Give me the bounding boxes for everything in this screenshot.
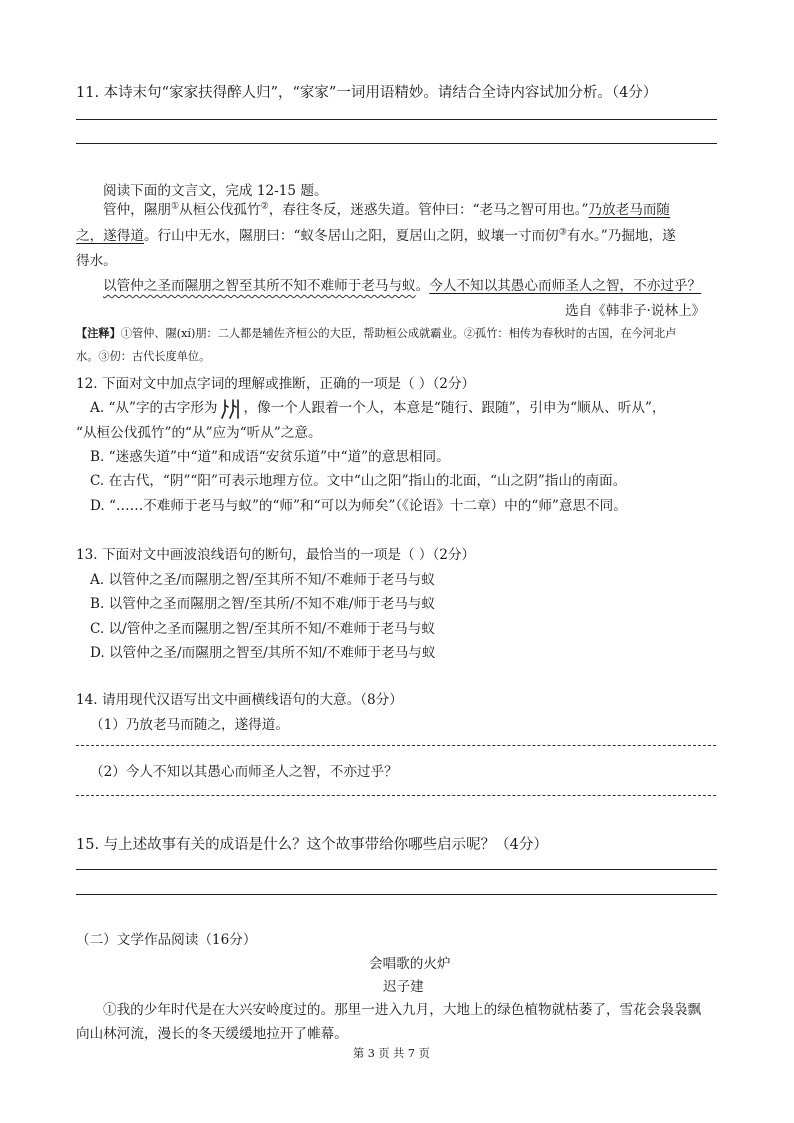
footnote-marker: ② [260, 201, 269, 212]
question-13: 13. 下面对文中画波浪线语句的断句，最恰当的一项是（ ）（2分） [76, 547, 476, 563]
option-13d: D. 以管仲之圣/而隰朋之智至/其所不知/不难师于老马与蚁 [90, 645, 436, 661]
passage-text: 有水。”乃掘地，遂 [566, 228, 676, 244]
option-12d: D. “……不难师于老马与蚁”的“师”和“可以为师矣”（《论语》十二章）中的“师”意思不同。 [90, 498, 627, 514]
wavy-underlined-sentence: 以管仲之圣而隰朋之智至其所不知不难师于老马与蚁 [103, 278, 416, 294]
option-13b: B. 以管仲之圣而隰朋之智/至其所/不知不难/师于老马与蚁 [90, 596, 436, 612]
ancient-cong-glyph-icon [221, 398, 241, 420]
passage-source: 选自《韩非子·说林上》 [565, 303, 706, 319]
passage-text: 。行山中无水，隰朋曰：“蚁冬居山之阳，夏居山之阴，蚁壤一寸而仞 [143, 228, 559, 244]
article-author: 迟子建 [383, 979, 424, 995]
passage-text: ，春往冬反，迷惑失道。管仲曰：“老马之智可用也。” [268, 202, 589, 218]
question-12: 12. 下面对文中加点字词的理解或推断，正确的一项是（ ）（2分） [76, 376, 476, 392]
option-13a: A. 以管仲之圣/而隰朋之智/至其所不知/不难师于老马与蚁 [90, 572, 435, 588]
option-12b: B. “迷惑失道”中“道”和成语“安贫乐道”中“道”的意思相同。 [90, 449, 450, 465]
passage-text: 管仲，隰朋 [103, 202, 171, 218]
option-12a-continued: “从桓公伐孤竹”的“从”应为“听从”之意。 [76, 425, 322, 441]
passage-line-2 [76, 224, 676, 244]
answer-line [76, 119, 717, 120]
annotation-text: ①管仲、隰(xí)朋：二人都是辅佐齐桓公的大臣，帮助桓公成就霸业。②孤竹：相传为春秋时的古国，在今河北卢 [120, 327, 677, 340]
annotation-line-2: 水。③仞：古代长度单位。 [76, 350, 211, 363]
option-13c: C. 以/管仲之圣而隰朋之智/至其所不知/不难师于老马与蚁 [90, 621, 435, 637]
annotation-line-1 [76, 325, 676, 341]
article-paragraph-1: ①我的少年时代是在大兴安岭度过的。那里一进入九月，大地上的绿色植物就枯萎了，雪花会袅袅飘 [103, 1002, 702, 1018]
passage-line-3: 得水。 [76, 253, 117, 269]
article-title: 会唱歌的火炉 [369, 956, 451, 972]
option-text: ，像一个人跟着一个人，本意是“随行、跟随”，引申为“顺从、听从”， [243, 400, 666, 416]
answer-line [76, 795, 716, 796]
question-14: 14. 请用现代汉语写出文中画横线语句的大意。（8分） [76, 692, 403, 708]
passage-text: 从桓公伐孤竹 [179, 202, 261, 218]
passage-line-1 [103, 198, 670, 218]
underlined-sentence: 之，遂得道 [76, 228, 144, 244]
article-paragraph-1-continued: 向山林河流，漫长的冬天缓缓地拉开了帷幕。 [76, 1026, 348, 1042]
answer-line [76, 894, 717, 895]
question-15: 15. 与上述故事有关的成语是什么？这个故事带给你哪些启示呢？（4分） [76, 837, 548, 853]
question-14-item-1: （1）乃放老马而随之，遂得道。 [90, 717, 289, 733]
footnote-marker: ① [170, 201, 180, 212]
underlined-sentence: 乃放老马而随 [588, 202, 671, 218]
section-heading: （二）文学作品阅读（16分） [76, 932, 257, 948]
passage-intro: 阅读下面的文言文，完成 12-15 题。 [103, 183, 328, 199]
answer-line [76, 745, 716, 746]
question-11: 11. 本诗末句“家家扶得醉人归”，“家家”一词用语精妙。请结合全诗内容试加分析。（4分） [76, 85, 658, 101]
passage-text: 。 [415, 278, 430, 294]
option-12a [90, 396, 666, 420]
option-text: A. “从”字的古字形为 [90, 400, 218, 416]
annotation-label: 【注释】 [76, 326, 121, 340]
underlined-sentence: 今人不知以其愚心而师圣人之智，不亦过乎？ [429, 278, 702, 294]
question-14-item-2: （2）今人不知以其愚心而师圣人之智，不亦过乎？ [90, 764, 398, 780]
footnote-marker: ③ [558, 227, 567, 238]
passage-line-4 [103, 274, 701, 294]
page-number: 第 3 页 共 7 页 [353, 1047, 430, 1060]
answer-line [76, 869, 717, 870]
option-12c: C. 在古代，“阴”“阳”可表示地理方位。文中“山之阳”指山的北面，“山之阴”指山的南面。 [90, 473, 627, 489]
answer-line [76, 143, 717, 144]
